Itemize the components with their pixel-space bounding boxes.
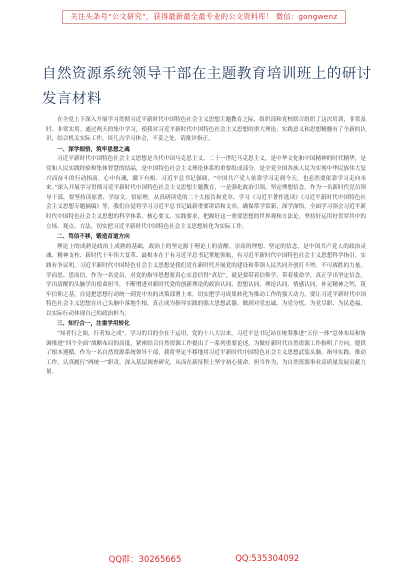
section-paragraph: “知者行之始，行者知之成”。学习的目的全在于运用，党的十八大以来，习近平总书记站在统筹推进“五位一体”总体布局和协调推进“四个全面”战略布局的高度，紧密结合自然资源工作提出了一系列重要论述，为做好新时代自然资源工作指明了方向，提供了根本遵循。作为一名自然资源系统领导干部，我将坚定不移地用习近平新时代中国特色社会主义思想武装头脑、指导实践、推动工作，认真履行“两统一”职责，深入基层调查研究，从而在新征程上坚守初心使命、担当作为，为自然资源事业高质量发展贡献力量。 — [46, 331, 366, 376]
section-heading: 一、深学细悟，筑牢思想之魂 — [57, 146, 130, 153]
footer-qq-group: QQ群：30265665 — [108, 554, 182, 564]
footer — [0, 553, 408, 569]
footer-qq: QQ:535304092 — [235, 553, 300, 563]
section-paragraph: 习近平新时代中国特色社会主义思想是当代中国马克思主义、二十一世纪马克思主义，是中华文化和中国精神的时代精华，是党和人民实践经验和集体智慧的结晶，是中国特色社会主义理论体系的重要组成部分，是全党全国各族人民为实现中华民族伟大复兴而奋斗的行动指南。心中有魂，脚下有根。习近平总书记强调，“中国共产党人依靠学习走到今天，也必然要依靠学习走向未来。”深入开展学习贯彻习近平新时代中国特色社会主义思想主题教育，一是强化政治引领，坚定理想信念，作为一名新时代党员领导干部，要坚持读原著、学原文、悟原理，从真研读党的二十大报告和党章、学习《习近平著作选读》《习近平新时代中国特色社会主义思想专题摘编》等，我们自觉将学习习近平总书记最新重要讲话和文章，确保常学常新、深学深悟，全面学习领会习近平新时代中国特色社会主义思想的科学体系、核心要义、实践要求，把握好这一重要思想的世界观和方法论，坚持好运用好贯穿其中的立场、观点、方法，切实把习近平新时代中国特色社会主义思想转化为实际工作。 — [46, 156, 366, 230]
section-heading: 三、知行合一，注重学用转化 — [57, 321, 130, 328]
document-title: 自然资源系统领导干部在主题教育培训班上的研讨发言材料 — [42, 66, 372, 107]
top-banner — [0, 6, 408, 28]
intro-paragraph: 在全党上下深入开展学习贯彻习近平新时代中国特色社会主义思想主题教育之际，组织部和党校联合组织了这次培训，非常及时、非常实用。通过两天的集中学习，使我对习近平新时代中国特色社会主义思想的重大理论、实践意义和思想精髓有了全新的认识，结合机关实际工作，谈几点学习体会，不妥之处，请批评指正。 — [46, 117, 366, 143]
banner-text: 关注头条号“公文研究”，获得最新最全最专业的公文资料库！ 微信：gongwenz — [62, 10, 347, 24]
section-heading: 二、笃信不移，锻造首道方向 — [57, 234, 130, 241]
section-paragraph: 理论上的成熟是政治上成熟的基础，政治上的坚定源于理论上的清醒。崇高的理想、坚定的信念，是中国共产党人的政治灵魂、精神支柱、新时代十年伟大变革、最根本在于有习近平总书记掌舵领航，有习近平新时代中国特色社会主义思想科学指引。实践有争议明，习近平新时代中国特色社会主义思想是我们党在新时代开展党的建设和带领人民共同开创打不垮、不可战胜的力量。学而思、思而信，作为一名党员，对党的指导思想要真心实意信得“真信”，就是要带着信仰学，带着使命学，真正学出坚定信念，学出清醒的头脑学出使命担当，不断增进对新时代党的创新理论的政治认同、思想认同、理论认同、情感认同，补足精神之钙，筑牢信仰之基，自觉把思想行动统一到党中央的决策部署上来，切实把学习成果转化为推动工作的强大动力。要让习近平新时代中国特色社会主义思想在自己头脑中落地生根，真正成为指导实践的强大思想武器，做到对党忠诚、为党分忧、为党尽职、为民造福，以实际行动体现自己的政治担当。 — [46, 243, 366, 317]
document-body — [46, 116, 366, 378]
